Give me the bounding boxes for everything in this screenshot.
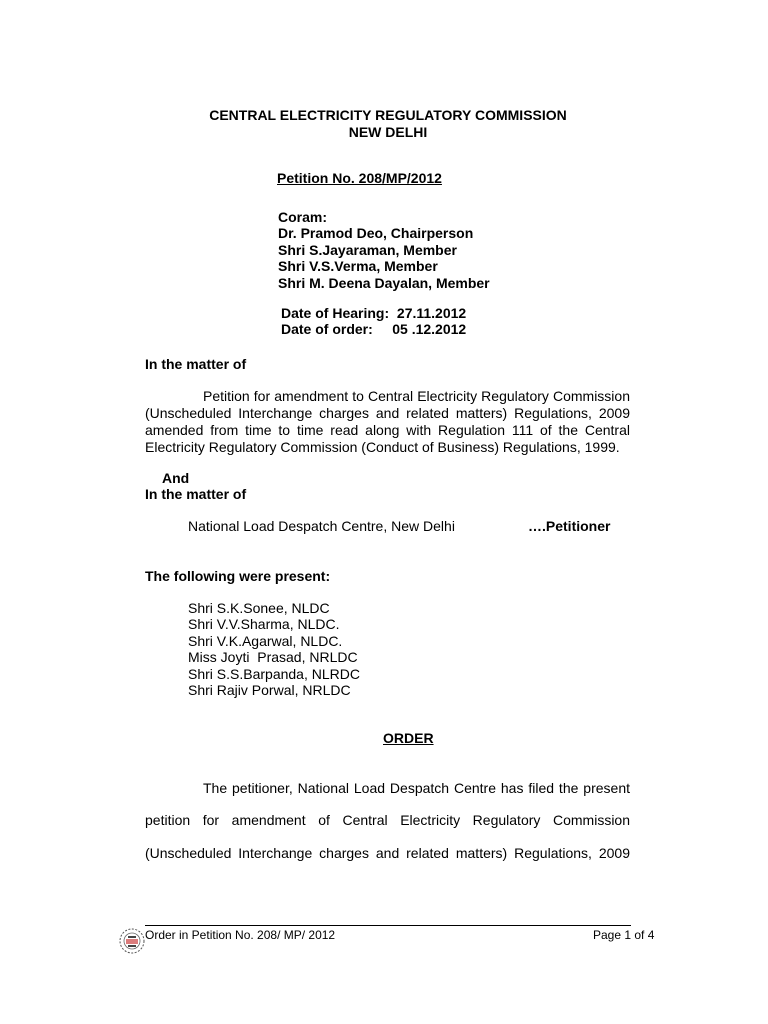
footer-petition: Order in Petition No. 208/ MP/ 2012 (145, 928, 336, 942)
matter-label: In the matter of (145, 356, 247, 372)
present-person: Shri V.V.Sharma, NLDC. (188, 616, 340, 633)
present-person: Shri Rajiv Porwal, NRLDC (188, 682, 351, 699)
petitioner-name: National Load Despatch Centre, New Delhi (188, 518, 455, 534)
petition-number: Petition No. 208/MP/2012 (277, 170, 442, 186)
order-heading: ORDER (383, 730, 434, 746)
order-line: petition for amendment of Central Electricity Regulatory Commission (145, 812, 630, 828)
matter-label-2: In the matter of (145, 486, 247, 502)
coram-member: Shri M. Deena Dayalan, Member (278, 274, 490, 291)
matter-line: Petition for amendment to Central Electricity Regulatory Commission (203, 388, 630, 404)
present-person: Shri V.K.Agarwal, NLDC. (188, 632, 343, 649)
petitioner-role: ….Petitioner (528, 518, 611, 534)
coram-block (278, 209, 490, 291)
commission-seal-icon (119, 928, 145, 954)
present-label: The following were present: (145, 568, 331, 584)
order-line: (Unscheduled Interchange charges and related matters) Regulations, 2009 (145, 845, 630, 861)
matter-line: amended from time to time read along with Regulation 111 of the Central (145, 422, 630, 438)
page-number: Page 1 of 4 (593, 928, 655, 942)
coram-member: Shri S.Jayaraman, Member (278, 241, 457, 258)
matter-line: Electricity Regulatory Commission (Conduct of Business) Regulations, 1999. (145, 439, 620, 455)
matter-line: (Unscheduled Interchange charges and related matters) Regulations, 2009 (145, 405, 630, 421)
order-line: The petitioner, National Load Despatch Centre has filed the present (203, 780, 630, 796)
present-person: Shri S.K.Sonee, NLDC (188, 600, 330, 616)
dates-block (281, 305, 466, 338)
present-person: Shri S.S.Barpanda, NLRDC (188, 665, 360, 682)
present-list (188, 600, 360, 698)
commission-city: NEW DELHI (348, 124, 428, 140)
footer-rule (145, 925, 631, 926)
coram-label: Coram: (278, 209, 328, 225)
date-of-order: Date of order: 05 .12.2012 (281, 321, 467, 338)
date-of-hearing: Date of Hearing: 27.11.2012 (281, 305, 467, 321)
coram-member: Shri V.S.Verma, Member (278, 258, 438, 275)
present-person: Miss Joyti Prasad, NRLDC (188, 649, 358, 666)
commission-title: CENTRAL ELECTRICITY REGULATORY COMMISSION (209, 107, 567, 123)
and-label: And (162, 470, 190, 486)
coram-member: Dr. Pramod Deo, Chairperson (278, 225, 474, 242)
